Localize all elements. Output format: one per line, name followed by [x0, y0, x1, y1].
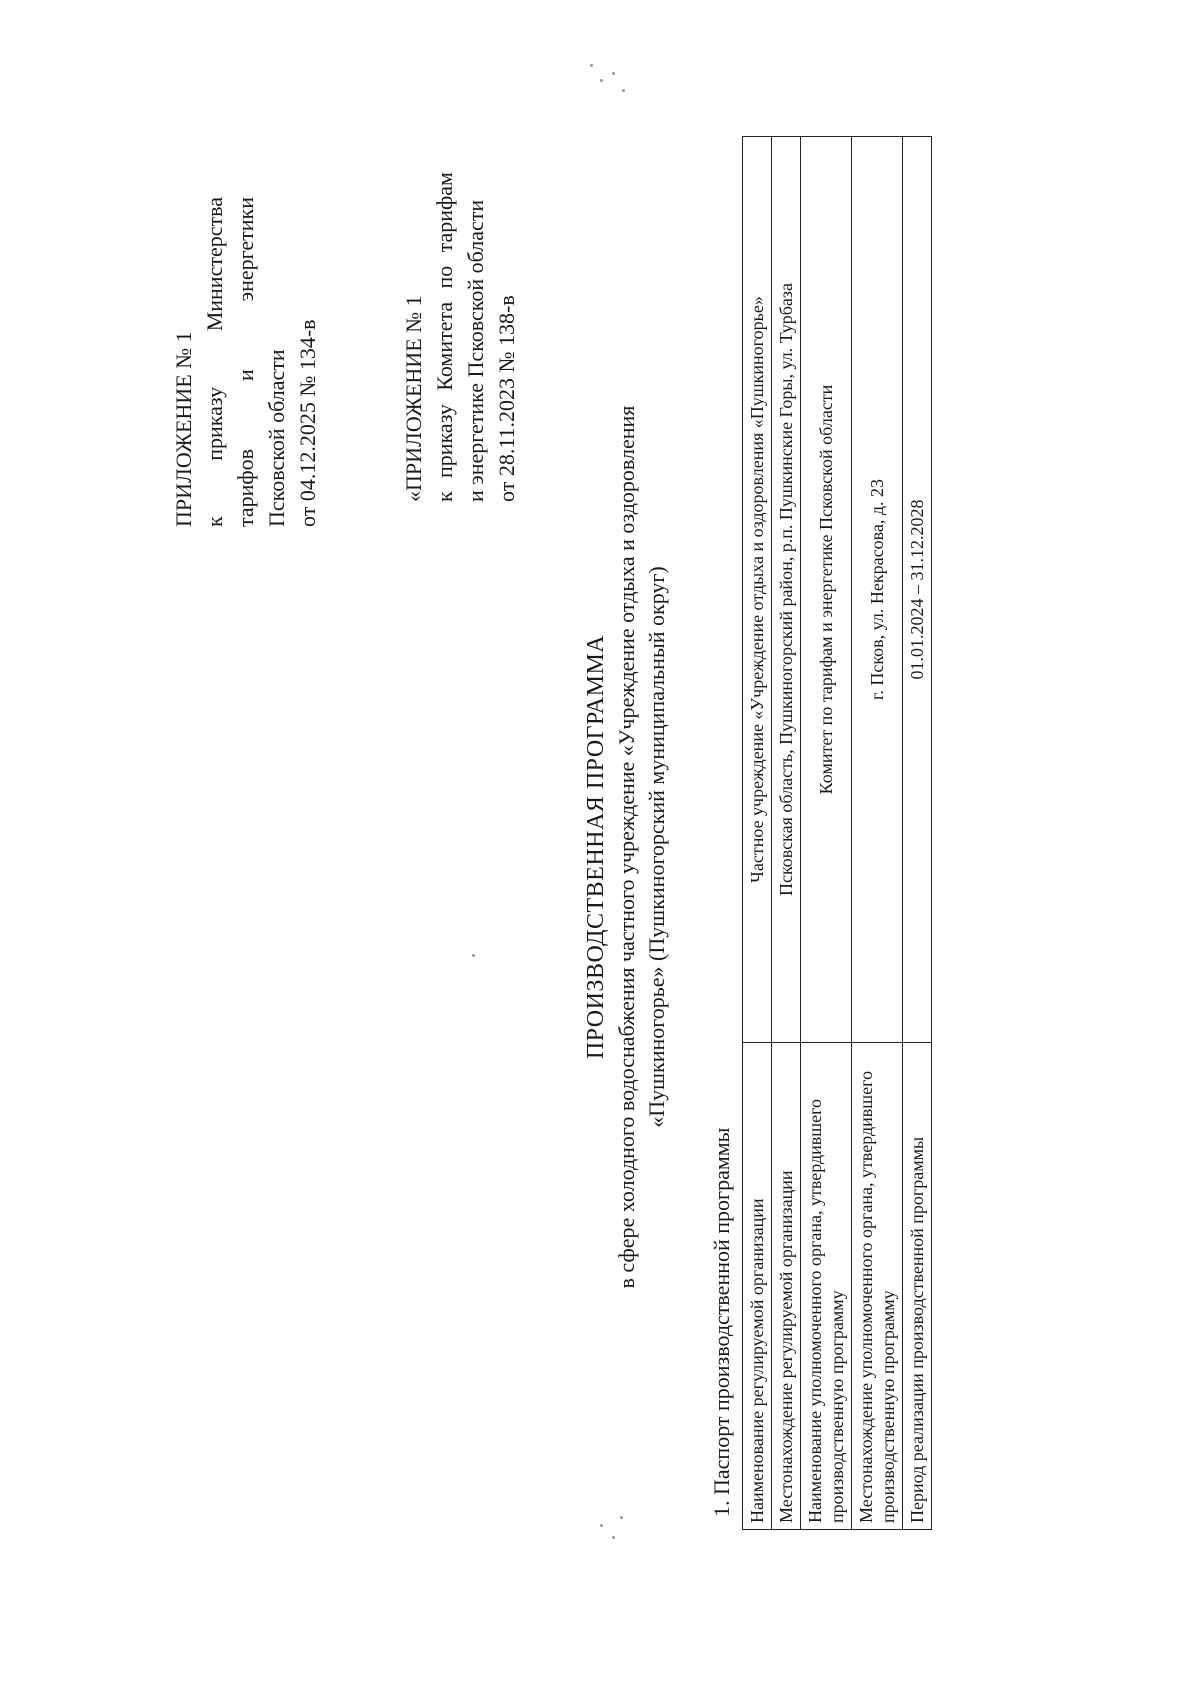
title-subtitle-line: в сфере холодного водоснабжения частного учреждение «Учреждение отдыха и оздоровления — [614, 405, 639, 1289]
scan-speck — [612, 72, 615, 75]
table-cell-label: Наименование регулируемой организации — [743, 1043, 772, 1530]
title-subtitle-line: «Пушкиногорье» (Пушкиногорский муниципальный округ) — [644, 566, 669, 1128]
table-row — [772, 137, 801, 1530]
appendix-current-line: тарифов и энергетики — [233, 197, 258, 527]
passport-table — [742, 136, 932, 1530]
appendix-current-line: ПРИЛОЖЕНИЕ № 1 — [171, 331, 196, 527]
table-row — [903, 137, 932, 1530]
table-cell-value: г. Псков, ул. Некрасова, д. 23 — [852, 137, 903, 1043]
table-cell-label: Наименование уполномоченного органа, утвердившего производственную программу — [801, 1043, 852, 1530]
table-row — [852, 137, 903, 1530]
appendix-previous-line: и энергетике Псковской области — [463, 199, 488, 502]
appendix-previous-line: «ПРИЛОЖЕНИЕ № 1 — [401, 295, 426, 502]
document-title — [580, 227, 672, 1467]
appendix-current — [168, 197, 323, 527]
scan-speck — [620, 1516, 623, 1519]
section-heading: 1. Паспорт производственной программы — [709, 1127, 734, 1517]
scan-speck — [612, 1536, 615, 1539]
scan-speck — [622, 89, 625, 92]
scan-speck — [600, 79, 603, 82]
table-cell-value: Псковская область, Пушкиногорский район, р.п. Пушкинские Горы, ул. Турбаза — [772, 137, 801, 1043]
table-cell-value: 01.01.2024 – 31.12.2028 — [903, 137, 932, 1043]
table-cell-label: Период реализации производственной программы — [903, 1043, 932, 1530]
appendix-previous — [398, 172, 522, 502]
appendix-previous-line: от 28.11.2023 № 138-в — [494, 295, 519, 502]
appendix-previous-line: к приказу Комитета по тарифам — [432, 172, 457, 502]
appendix-current-line: от 04.12.2025 № 134-в — [295, 319, 320, 527]
scan-speck — [472, 954, 475, 957]
scan-speck — [590, 64, 593, 67]
appendix-current-line: к приказу Министерства — [202, 197, 227, 527]
title-heading: ПРОИЗВОДСТВЕННАЯ ПРОГРАММА — [583, 634, 609, 1060]
appendix-current-line: Псковской области — [264, 349, 289, 527]
table-cell-label: Местонахождение уполномоченного органа, утвердившего производственную программу — [852, 1043, 903, 1530]
table-cell-value: Комитет по тарифам и энергетике Псковской области — [801, 137, 852, 1043]
table-row — [743, 137, 772, 1530]
table-cell-value: Частное учреждение «Учреждение отдыха и оздоровления «Пушкиногорье» — [743, 137, 772, 1043]
table-row — [801, 137, 852, 1530]
table-cell-label: Местонахождение регулируемой организации — [772, 1043, 801, 1530]
scan-speck — [600, 1524, 603, 1527]
